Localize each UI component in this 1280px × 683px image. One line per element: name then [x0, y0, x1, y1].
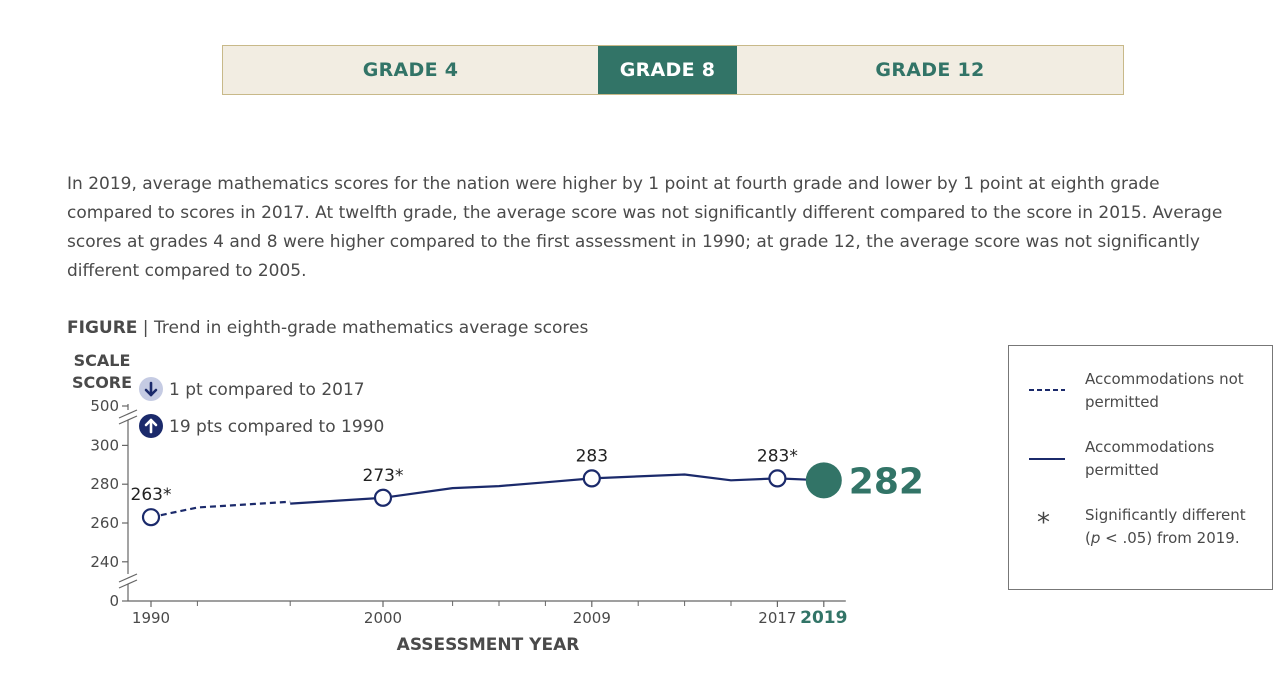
arrow-down-icon	[139, 377, 163, 401]
legend-item-permitted	[1009, 436, 1272, 486]
y-tick-label: 0	[109, 592, 119, 610]
comparison-text: 1 pt compared to 2017	[169, 380, 365, 400]
data-point-marker	[143, 509, 159, 525]
x-tick-label: 2009	[572, 609, 611, 627]
comparisons	[139, 377, 384, 438]
tab-grade-12[interactable]: GRADE 12	[875, 59, 985, 81]
chart-labels	[131, 446, 924, 505]
solid-line-icon	[1029, 457, 1065, 461]
series-line-not-permitted	[151, 502, 290, 518]
asterisk-icon: *	[1037, 508, 1050, 538]
data-point-label: 263*	[130, 485, 172, 506]
y-tick-label: 280	[90, 475, 119, 494]
data-point-marker	[584, 470, 600, 486]
y-tick-label: 240	[90, 552, 119, 571]
figure-title-text: Trend in eighth-grade mathematics average scores	[153, 318, 589, 338]
data-point-label: 273*	[362, 465, 404, 486]
figure-separator: |	[137, 318, 154, 338]
comparison-text: 19 pts compared to 1990	[169, 417, 385, 437]
highlight-point-marker	[806, 462, 842, 498]
y-tick-label: 260	[90, 514, 119, 532]
x-axis-label: ASSESSMENT YEAR	[396, 635, 580, 655]
x-tick-label: 2019	[800, 608, 848, 628]
legend-label-significance	[1085, 504, 1265, 550]
y-tick-label: 300	[90, 436, 119, 455]
tab-grade-8[interactable]: GRADE 8	[598, 46, 737, 94]
significance-text-pre: Significantly different (	[1085, 506, 1246, 547]
data-point-marker	[375, 490, 391, 506]
chart-series	[151, 475, 824, 518]
intro-paragraph: In 2019, average mathematics scores for the nation were higher by 1 point at fourth grade and lower by 1 point at eighth grade compared to scores in 2017. At twelfth grade, the average score was not significantly different compared to the score in 2015. Average scores at grades 4 and 8 were higher compared to the first assessment in 1990; at grade 12, the average score was not significantly different compared to 2005.	[67, 174, 1223, 281]
legend-label-not-permitted: Accommodations not permitted	[1085, 370, 1244, 411]
chart-marks	[143, 462, 842, 525]
significance-p: p	[1090, 529, 1101, 547]
highlight-point-label: 282	[848, 461, 924, 503]
y-axis-label: SCORE	[71, 373, 133, 392]
legend-label-permitted: Accommodations permitted	[1085, 438, 1215, 479]
y-axis-label: SCALE	[73, 351, 131, 370]
data-point-label: 283	[575, 446, 609, 467]
y-tick-label: 500	[90, 397, 119, 415]
legend-item-not-permitted	[1009, 368, 1272, 418]
figure-label: FIGURE	[67, 318, 138, 338]
significance-text-post: < .05) from 2019.	[1100, 529, 1240, 547]
x-tick-label: 1990	[131, 609, 171, 627]
tab-grade-4[interactable]: GRADE 4	[362, 59, 459, 81]
data-point-marker	[769, 470, 785, 486]
legend-item-significance	[1009, 504, 1272, 554]
chart-legend	[1008, 345, 1273, 590]
x-tick-label: 2000	[363, 609, 403, 627]
x-tick-label: 2017	[758, 609, 797, 627]
data-point-label: 283*	[756, 446, 798, 467]
dashed-line-icon	[1029, 388, 1065, 392]
arrow-up-icon	[139, 414, 163, 438]
